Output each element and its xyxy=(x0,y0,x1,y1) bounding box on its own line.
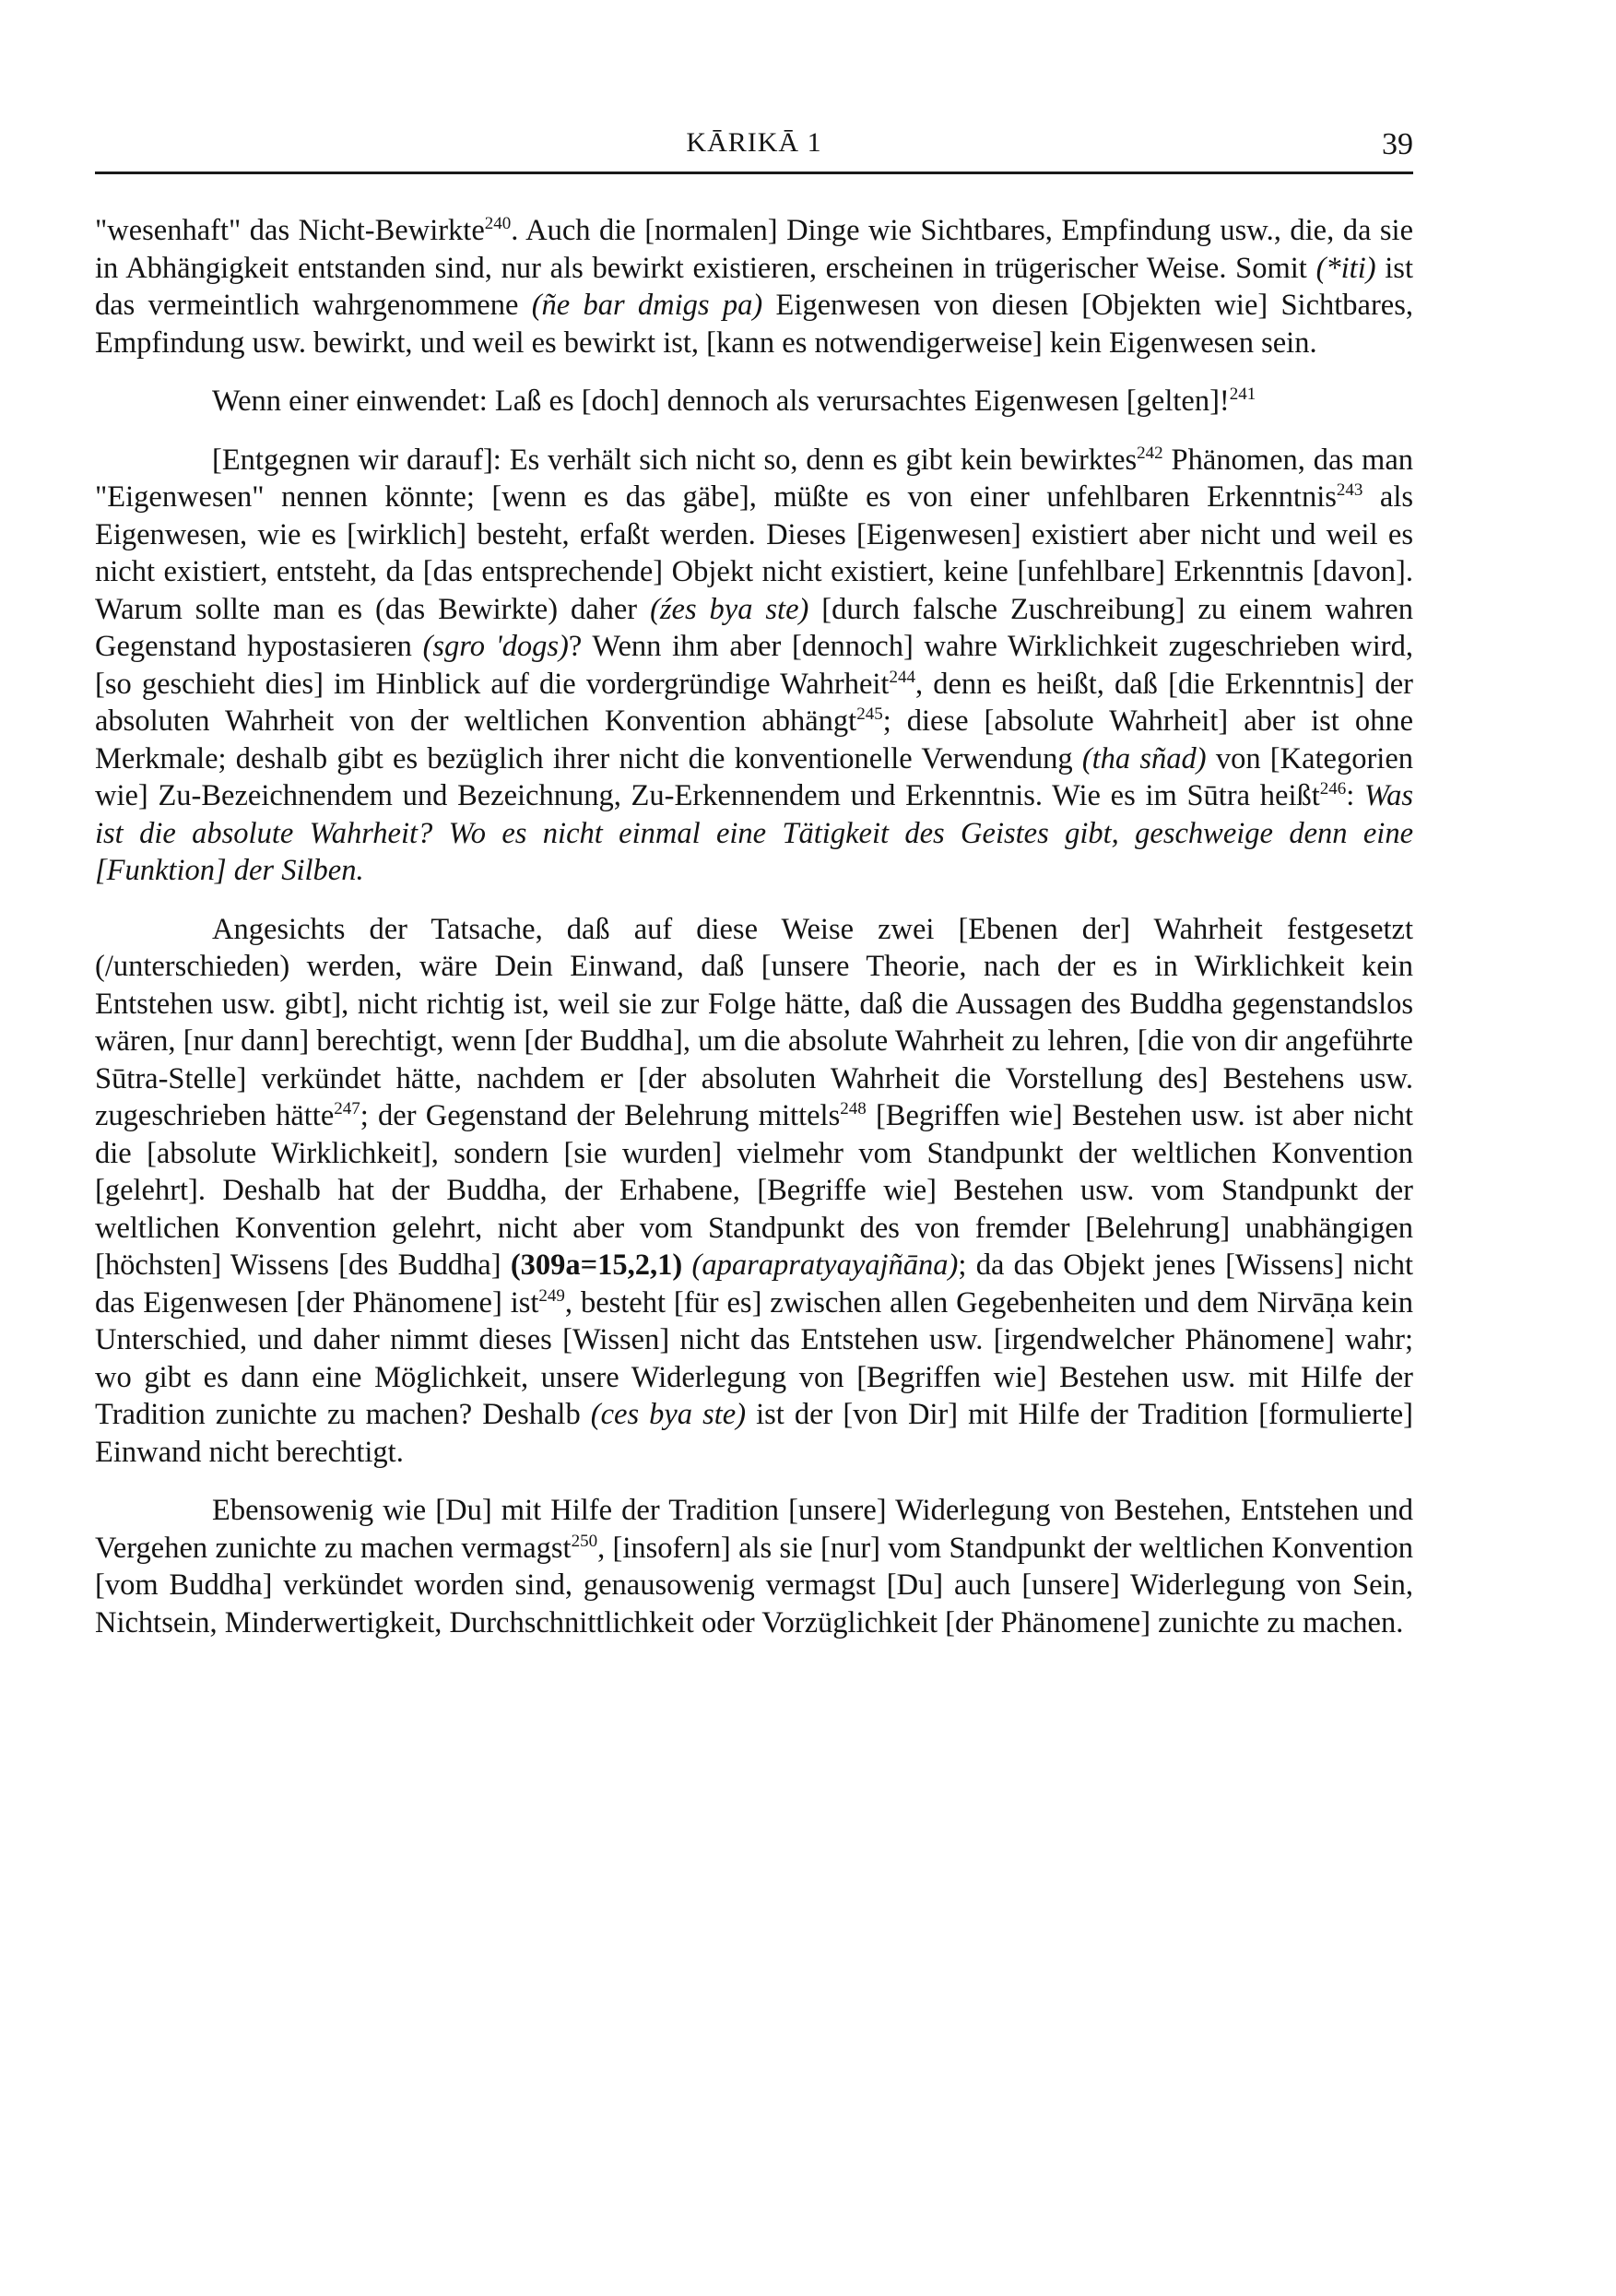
text-span: [Entgegnen wir darauf]: Es verhält sich nicht so, denn es gibt kein bewirktes xyxy=(212,443,1138,477)
main-text xyxy=(95,212,1413,1663)
text-span: ist das vermeintlich wahrgenommene xyxy=(95,251,1413,322)
text-span: Ebensowenig wie [Du] mit Hilfe der Tradition [unsere] Widerlegung von Bestehen, Entstehen und Vergehen zunichte zu machen vermagst xyxy=(95,1494,1413,1565)
text-span: [Begriffen wie] Bestehen usw. ist aber nicht die [absolute Wirklichkeit], sondern [sie wurden] vielmehr vom Standpunkt der weltlichen Konvention [gelehrt]. Deshalb hat der Buddha, der Erhabene, [Begriffe wie] Bestehen usw. vom Standpunkt der weltlichen Konvention gelehrt, nicht aber vom Standpunkt des von fremder [Belehrung] unabhängigen [höchsten] Wissens [des Buddha] xyxy=(95,1099,1413,1282)
paragraph-4 xyxy=(95,911,1413,1472)
italic-term: (źes bya ste) xyxy=(650,592,809,626)
source-reference: (309a=15,2,1) xyxy=(510,1249,683,1282)
italic-term: (ñe bar dmigs pa) xyxy=(531,289,763,322)
paragraph-5 xyxy=(95,1492,1413,1641)
text-span: Eigenwesen von diesen [Objekten wie] Sichtbares, Empfindung usw. bewirkt, und weil es bewirkt ist, [kann es notwendigerweise] kein Eigenwesen sein. xyxy=(95,289,1413,360)
chapter-title: KĀRIKĀ 1 xyxy=(686,127,822,158)
text-span: ist der [von Dir] mit Hilfe der Tradition [formulierte] Einwand nicht berechtigt. xyxy=(95,1398,1414,1469)
text-span: , denn es heißt, daß [die Erkenntnis] der absoluten Wahrheit von der weltlichen Konvention abhängt xyxy=(95,667,1414,738)
page-number: 39 xyxy=(1382,127,1413,161)
text-span: ? Wenn ihm aber [dennoch] wahre Wirklichkeit zugeschrieben wird, [so geschieht dies] im Hinblick auf die vordergründige Wahrheit xyxy=(95,630,1413,701)
paragraph-2 xyxy=(95,383,1413,420)
footnote-ref-243: 243 xyxy=(1336,480,1363,501)
italic-term: (sgro 'dogs) xyxy=(422,630,569,663)
italic-term: (*iti) xyxy=(1315,251,1376,285)
footnote-ref-250: 250 xyxy=(571,1531,598,1551)
text-span: , [insofern] als sie [nur] vom Standpunkt der weltlichen Konvention [vom Buddha] verkündet worden sind, genausowenig vermagst [Du] auch [unsere] Widerlegung von Sein, Nichtsein, Minderwertigkeit, Durchschnittlichkeit oder Vorzüglichkeit [der Phänomene] zunichte zu machen. xyxy=(95,1531,1413,1639)
italic-term: (tha sñad) xyxy=(1081,741,1207,775)
text-span xyxy=(682,1249,691,1282)
italic-term: (ces bya ste) xyxy=(590,1398,747,1431)
text-span: , besteht [für es] zwischen allen Gegebenheiten und dem Nirvāṇa kein Unterschied, und daher nimmt dieses [Wissen] nicht das Entstehen usw. [irgendwelcher Phänomene] wahr; wo gibt es dann eine Möglichkeit, unsere Widerlegung von [Begriffen wie] Bestehen usw. mit Hilfe der Tradition zunichte zu machen? Deshalb xyxy=(95,1285,1413,1431)
footnote-ref-241: 241 xyxy=(1229,385,1256,405)
text-span: von [Kategorien wie] Zu-Bezeichnendem und Bezeichnung, Zu-Erkennendem und Erkenntnis. Wie es im Sūtra heißt xyxy=(95,741,1414,812)
running-header xyxy=(95,127,1413,174)
text-span: "wesenhaft" das Nicht-Bewirkte xyxy=(95,214,485,247)
text-span: : xyxy=(1346,779,1364,812)
text-span: ; diese [absolute Wahrheit] aber ist ohne Merkmale; deshalb gibt es bezüglich ihrer nicht die konventionelle Verwendung xyxy=(95,704,1413,775)
sutra-quotation: Was ist die absolute Wahrheit? Wo es nicht einmal eine Tätigkeit des Geistes gibt, geschweige denn eine [Funktion] der Silben. xyxy=(95,779,1413,887)
paragraph-1 xyxy=(95,212,1413,361)
text-span: ; da das Objekt jenes [Wissens] nicht das Eigenwesen [der Phänomene] ist xyxy=(95,1249,1413,1320)
footnote-ref-240: 240 xyxy=(484,214,512,234)
text-span: Wenn einer einwendet: Laß es [doch] dennoch als verursachtes Eigenwesen [gelten]! xyxy=(212,385,1230,418)
footnote-ref-244: 244 xyxy=(889,667,915,687)
text-span: [durch falsche Zuschreibung] zu einem wahren Gegenstand hypostasieren xyxy=(95,592,1413,663)
footnote-ref-245: 245 xyxy=(856,704,883,725)
text-span: Angesichts der Tatsache, daß auf diese Weise zwei [Ebenen der] Wahrheit festgesetzt (/unterschieden) werden, wäre Dein Einwand, daß [unsere Theorie, nach der es in Wirklichkeit kein Entstehen usw. gibt], nicht richtig ist, weil sie zur Folge hätte, daß die Aussagen des Buddha gegenstandslos wären, [nur dann] berechtigt, wenn [der Buddha], um die absolute Wahrheit zu lehren, [die von dir angeführte Sūtra-Stelle] verkündet hätte, nachdem er [der absoluten Wahrheit die Vorstellung des] Bestehens usw. zugeschrieben hätte xyxy=(95,912,1413,1132)
text-span: . Auch die [normalen] Dinge wie Sichtbares, Empfindung usw., die, da sie in Abhängigkeit entstanden sind, nur als bewirkt existieren, erscheinen in trügerischer Weise. Somit xyxy=(95,214,1414,285)
footnote-ref-246: 246 xyxy=(1319,779,1347,799)
paragraph-3 xyxy=(95,442,1413,890)
text-span: ; der Gegenstand der Belehrung mittels xyxy=(360,1099,841,1132)
text-span: Phänomen, das man "Eigenwesen" nennen könnte; [wenn es das gäbe], müßte es von einer unfehlbaren Erkenntnis xyxy=(95,443,1413,514)
footnote-ref-247: 247 xyxy=(334,1099,360,1119)
footnote-ref-242: 242 xyxy=(1137,443,1163,463)
footnote-ref-249: 249 xyxy=(538,1285,565,1306)
italic-term: (aparapratyayajñāna) xyxy=(691,1249,959,1282)
text-span: als Eigenwesen, wie es [wirklich] besteht, erfaßt werden. Dieses [Eigenwesen] existiert aber nicht und weil es nicht existiert, entsteht, da [das entsprechende] Objekt nicht existiert, keine [unfehlbare] Erkenntnis [davon]. Warum sollte man es (das Bewirkte) daher xyxy=(95,480,1413,626)
footnote-ref-248: 248 xyxy=(840,1099,867,1119)
